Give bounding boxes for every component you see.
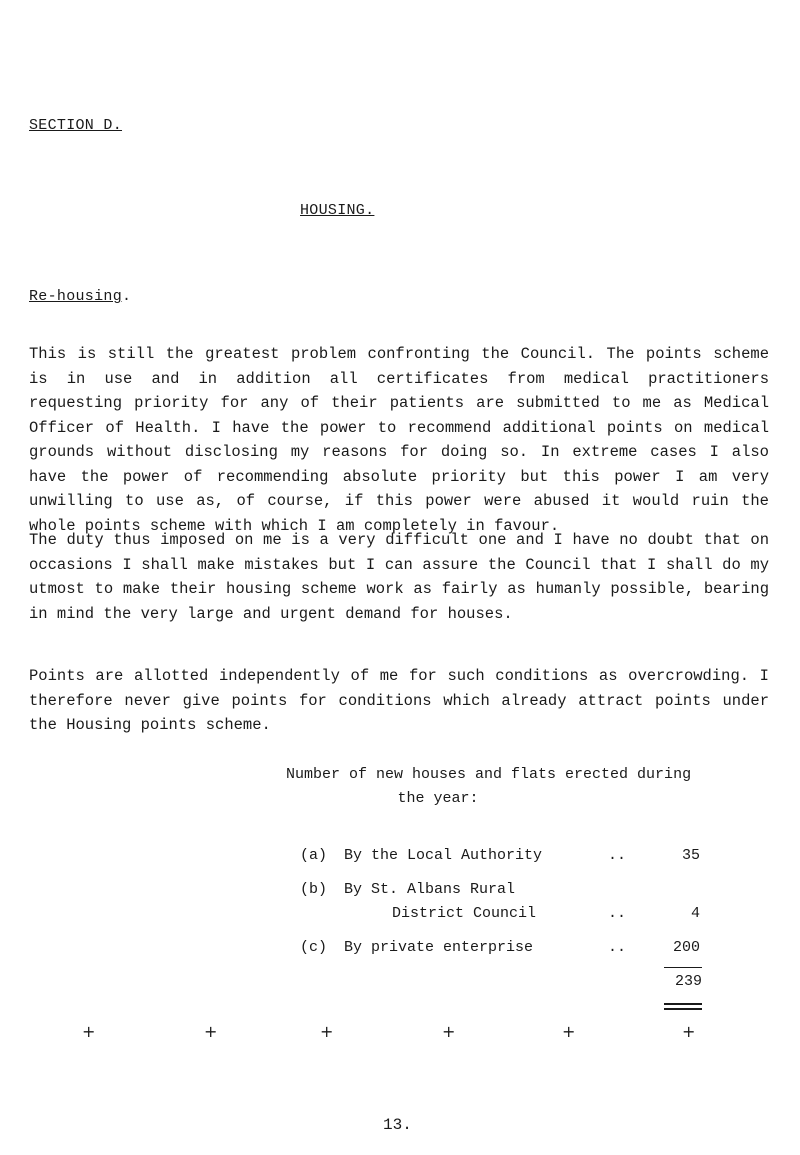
row-value: 35: [681, 847, 700, 864]
table-total: 239: [674, 973, 702, 990]
section-heading: SECTION D.: [29, 117, 123, 134]
row-description: By the Local Authority: [344, 847, 543, 864]
row-description: By private enterprise: [344, 939, 534, 956]
row-label: (b): [300, 881, 328, 898]
table-row-c: [300, 939, 720, 961]
row-description: By St. Albans Rural: [344, 881, 516, 898]
row-leader-dots: ..: [608, 905, 627, 922]
row-value: 4: [690, 905, 700, 922]
table-caption-line-2: the year:: [397, 790, 479, 807]
total-rule: [664, 967, 702, 968]
subheading-text: Re-housing: [29, 288, 123, 305]
separator-cross: +: [562, 1022, 576, 1041]
total-double-rule: [664, 1003, 702, 1010]
row-description-continued: District Council: [392, 905, 537, 922]
separator-cross: +: [204, 1022, 218, 1041]
row-value: 200: [672, 939, 700, 956]
row-leader-dots: ..: [608, 939, 627, 956]
page-title: HOUSING.: [300, 202, 375, 219]
separator-cross: +: [82, 1022, 96, 1041]
subheading: [29, 288, 131, 305]
separator-row: [82, 1022, 696, 1042]
subheading-suffix: .: [122, 288, 132, 305]
separator-cross: +: [320, 1022, 334, 1041]
table-row-a: [300, 847, 720, 869]
paragraph-3: Points are allotted independently of me for such conditions as overcrowding. I therefore never give points for conditions which already attract points under the Housing points scheme.: [29, 667, 769, 734]
table-row-b: [300, 881, 720, 903]
separator-cross: +: [442, 1022, 456, 1041]
row-leader-dots: ..: [608, 847, 627, 864]
row-label: (a): [300, 847, 328, 864]
paragraph-2: The duty thus imposed on me is a very difficult one and I have no doubt that on occasions I shall make mistakes but I can assure the Council that I shall do my utmost to make their housing scheme work as fairly as humanly possible, bearing in mind the very large and urgent demand for houses.: [29, 531, 769, 623]
page-number: 13.: [383, 1116, 412, 1134]
paragraph-1: This is still the greatest problem confronting the Council. The points scheme is in use and in addition all certificates from medical practitioners requesting priority for any of their patients are submitted to me as Medical Officer of Health. I have the power to recommend additional points on medical grounds without disclosing my reasons for doing so. In extreme cases I also have the power of recommending absolute priority but this power I am very unwilling to use as, of course, if this power were abused it would ruin the whole points scheme with which I am completely in favour.: [29, 345, 769, 535]
separator-cross: +: [682, 1022, 696, 1041]
table-caption-line-1: Number of new houses and flats erected during: [286, 766, 692, 783]
row-label: (c): [300, 939, 328, 956]
table-row-b-continued: [300, 905, 720, 927]
